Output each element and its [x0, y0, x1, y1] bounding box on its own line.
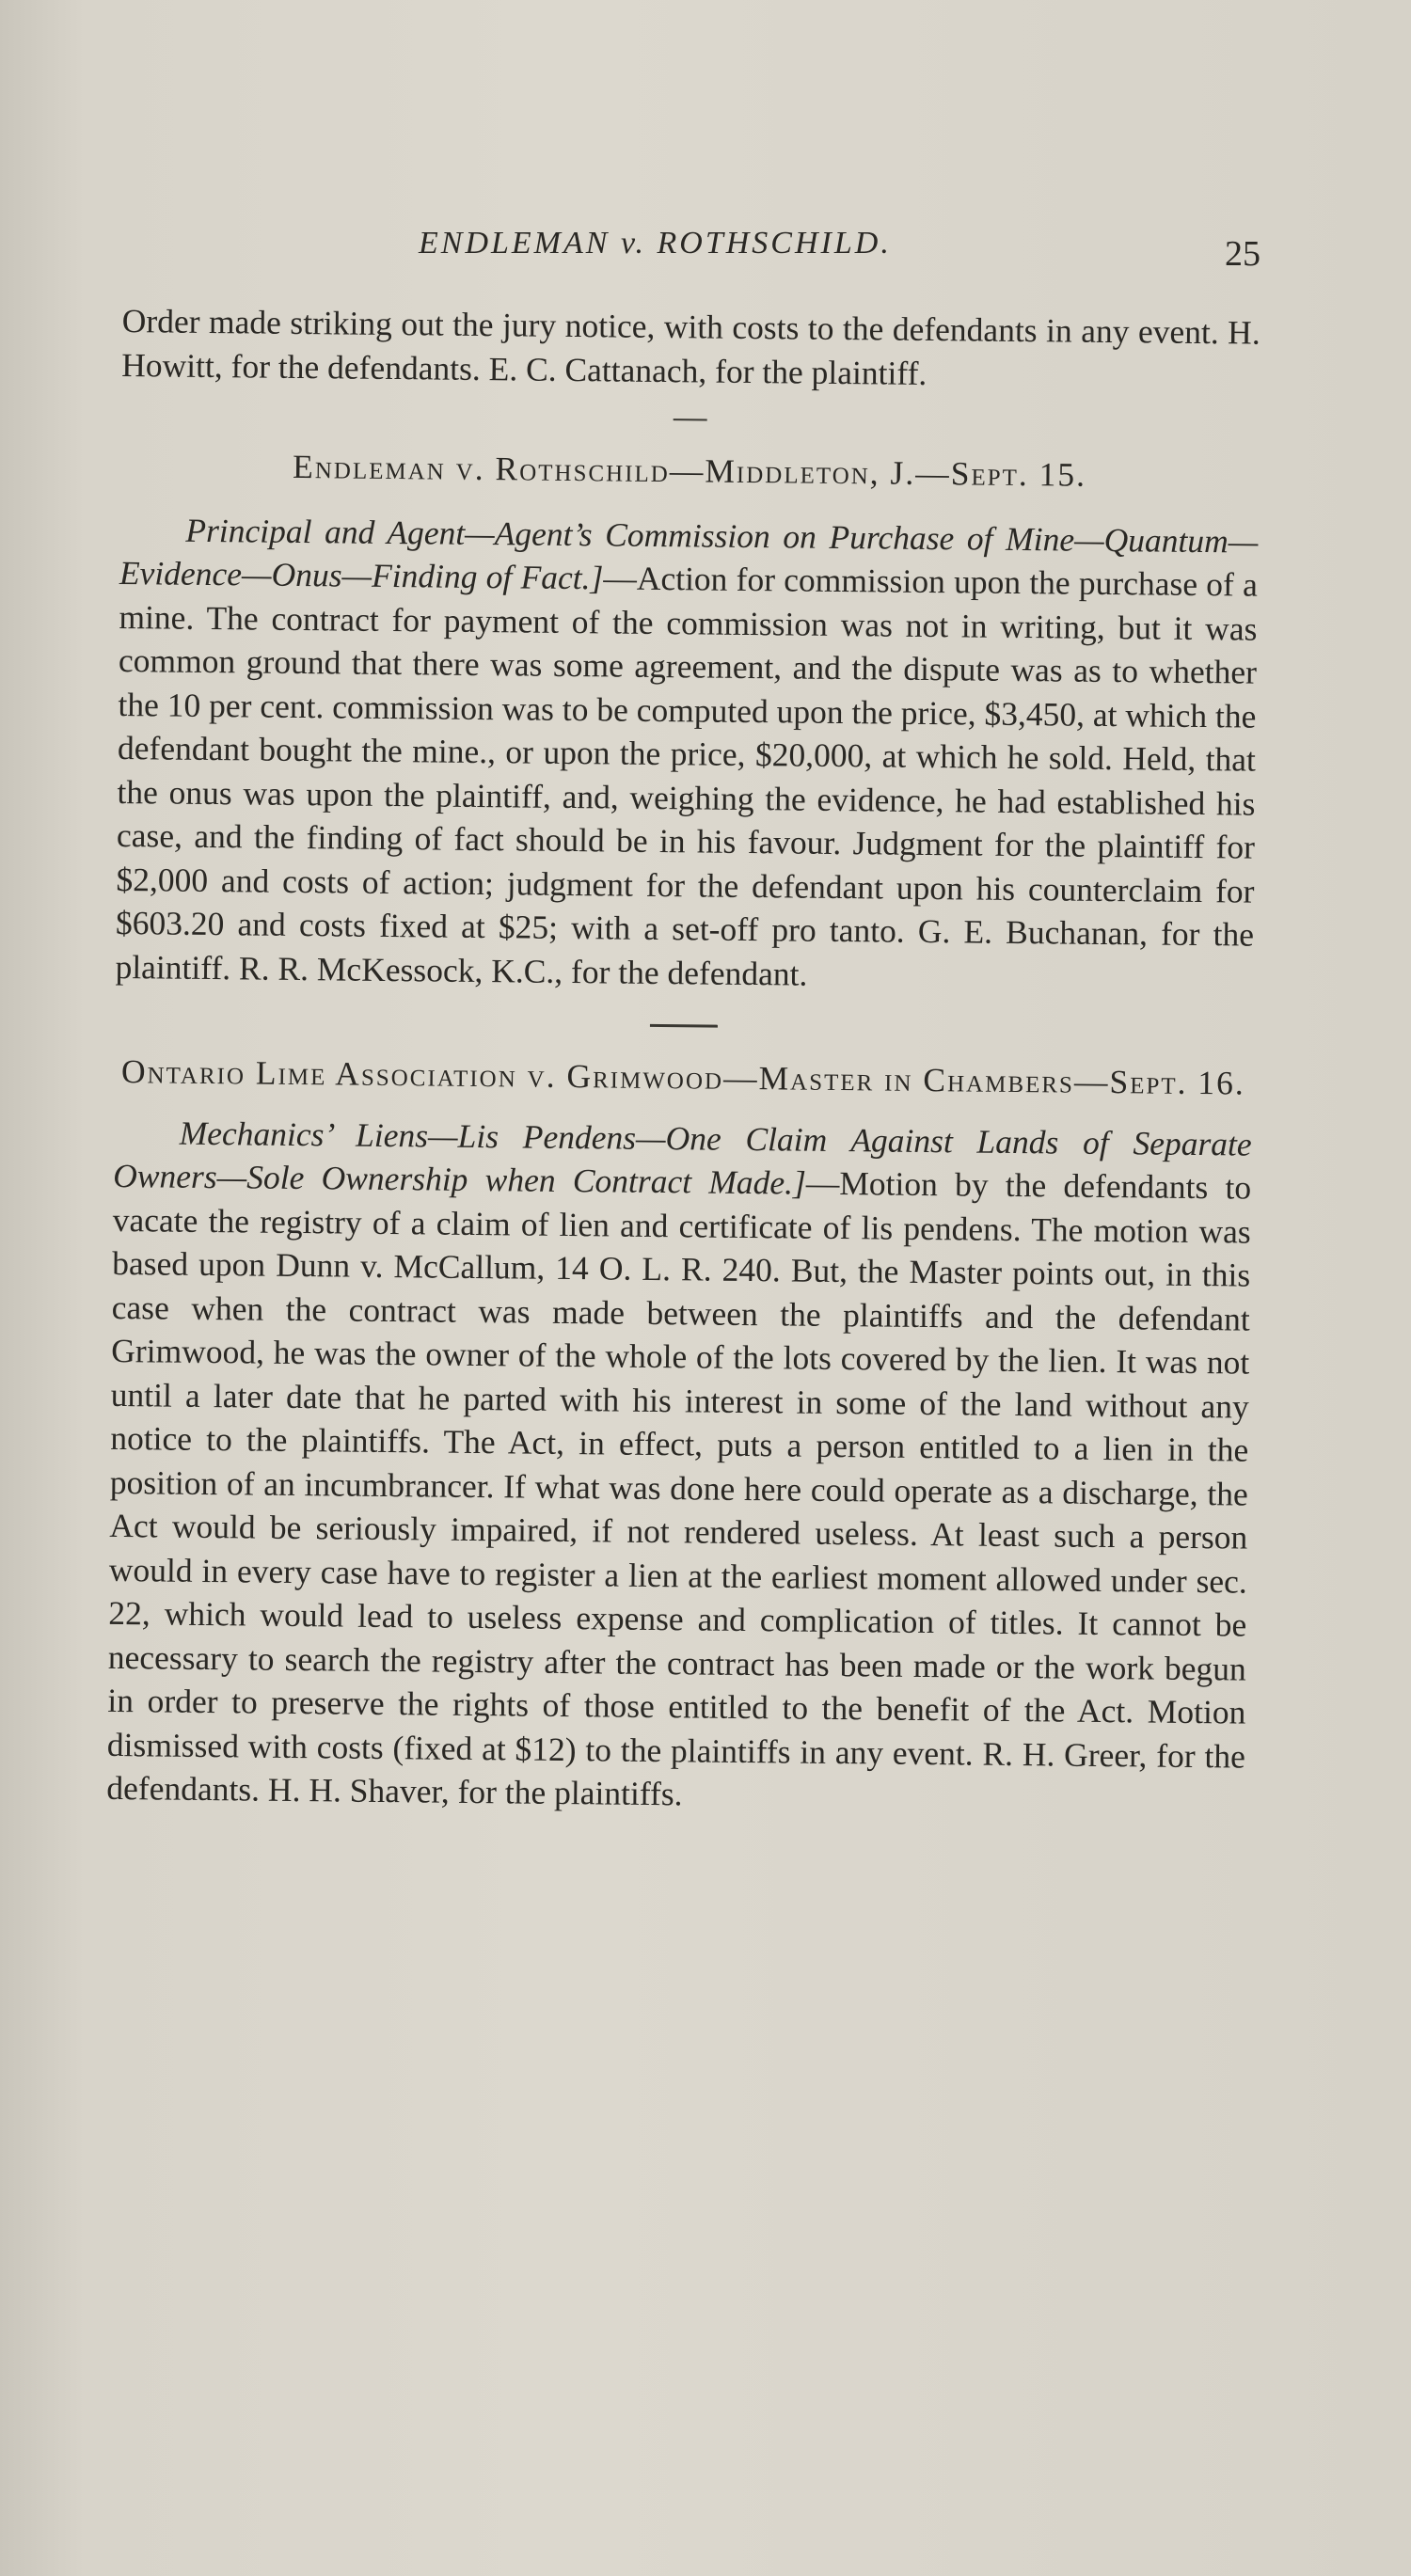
page-body — [106, 299, 1260, 1822]
running-title: ENDLEMAN v. ROTHSCHILD. — [419, 226, 892, 261]
section-divider — [674, 419, 707, 420]
opening-paragraph: Order made striking out the jury notice, with costs to the defendants in any event. H. Howitt, for the defendants. E. C. Cattanach, for the plaintiff. — [121, 301, 1260, 392]
page-header — [122, 226, 1260, 282]
case-body-endleman: —Action for commission upon the purchase of a mine. The contract for payment of the commission was not in writing, but it was common ground that there was some agreement, and the dispute was as to whether the 10 per cent. commission was to be computed upon the price, $3,450, at which the defendant bought the mine., or upon the price, $20,000, at which he sold. Held, that the onus was upon the plaintiff, and, weighing the evidence, he had established his case, and the finding of fact should be in his favour. Judgment for the plaintiff for $2,000 and costs of action; judgment for the defendant upon his counterclaim for $603.20 and costs fixed at $25; with a set-off pro tanto. G. E. Buchanan, for the plaintiff. R. R. McKessock, K.C., for the defendant. — [115, 559, 1259, 993]
case-title-text: Endleman v. Rothschild—Middleton, J.—Sept. 15. — [292, 447, 1087, 494]
case-title-ontario-lime — [114, 1050, 1252, 1105]
case-title-endleman — [120, 443, 1259, 498]
case-paragraph-ontario-lime — [106, 1110, 1252, 1822]
case-body-ontario-lime: —Motion by the defendants to vacate the registry of a claim of lien and certificate of lis pendens. The motion was based upon Dunn v. McCallum, 14 O. L. R. 240. But, the Master points out, in this case when the contract was made between the plaintiffs and the defendant Grimwood, he was the owner of the whole of the lots covered by the lien. It was not until a later date that he parted with his interest in some of the land without any notice to the plaintiffs. The Act, in effect, puts a person entitled to a lien in the position of an incumbrancer. If what was done here could operate as a discharge, the Act would be seriously impaired, if not rendered useless. At least such a person would in every case have to register a lien at the earliest moment allowed under sec. 22, which would lead to useless expense and complication of titles. It cannot be necessary to search the registry after the contract has been made or the work begun in order to preserve the rights of those entitled to the benefit of the Act. Motion dismissed with costs (fixed at $12) to the plaintiffs in any event. R. H. Greer, for the defendants. H. H. Shaver, for the plaintiffs. — [106, 1163, 1252, 1813]
case-paragraph-endleman — [115, 507, 1258, 1000]
section-divider — [650, 1024, 718, 1028]
page-number: 25 — [1225, 234, 1260, 274]
case-title-text: Ontario Lime Association v. Grimwood—Master in Chambers—Sept. 16. — [120, 1052, 1245, 1102]
headnote-ontario-lime: Mechanics’ Liens—Lis Pendens—One Claim Against Lands of Separate Owners—Sole Ownership when Contract Made.] — [113, 1114, 1252, 1202]
headnote-endleman: Principal and Agent—Agent’s Commission on Purchase of Mine—Quantum—Evidence—Onus—Finding of Fact.] — [119, 511, 1259, 597]
